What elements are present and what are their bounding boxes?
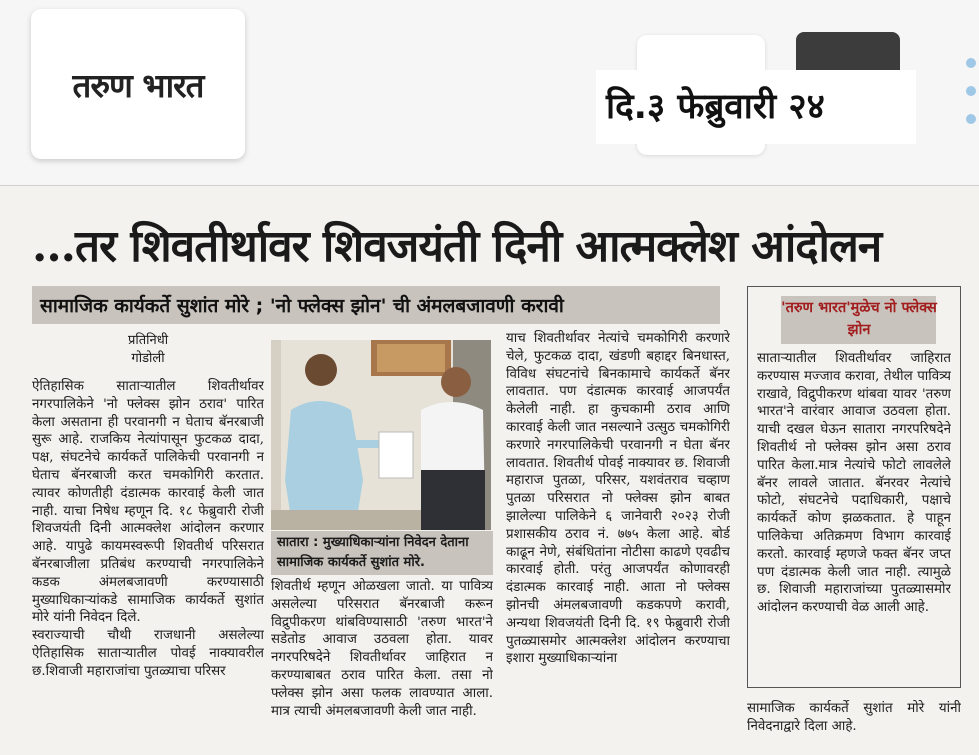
photo-caption: सातारा : मुख्याधिकाऱ्यांना निवेदन देताना सामाजिक कार्यकर्ते सुशांत मोरे. [271,531,493,575]
newspaper-logo-text: तरुण भारत [72,65,204,105]
issue-date: दि.३ फेब्रुवारी २४ [606,87,825,127]
photo-illustration [271,340,491,530]
article-column-1: ऐतिहासिक साताऱ्यातील शिवतीर्थावर नगरपालिकेने 'नो फ्लेक्स झोन ठराव' पारित केला असताना ही परवानगी न घेताच बॅनरबाजी सुरू आहे. राजकिय नेत्यांपासून फुटकळ दादा, पक्ष, संघटनेचे कार्यकर्ते पालिकेची परवानगी न घेताच बॅनरबाजी करत चमकोगिरी करतात. त्यावर कोणतीही दंडात्मक कारवाई केली जात नाही. याचा निषेध म्हणून दि. १८ फेब्रुवारी रोजी शिवजयंती दिनी आत्मक्लेश आंदोलन करणार आहे. यापुढे कायमस्वरूपी शिवतीर्थ परिसरात बॅनरबाजीला प्रतिबंध करण्याची नगरपालिकेने कडक अंमलबजावणी करण्यासाठी मुख्याधिकाऱ्यांकडे सामाजिक कार्यकर्ते सुशांत मोरे यांनी निवेदन दिले. स्वराज्याची चौथी राजधानी असलेल्या ऐतिहासिक साताऱ्यातील पोवई नाक्यावरील छ.शिवाजी महाराजांचा पुतळ्याचा परिसर [32,379,264,679]
newspaper-logo-card[interactable] [31,9,245,159]
article-headline: ...तर शिवतीर्थावर शिवजयंती दिनी आत्मक्लेश आंदोलन [32,221,882,272]
subheadline-text: सामाजिक कार्यकर्ते सुशांत मोरे ; 'नो फ्लेक्स झोन' ची अंमलबजावणी करावी [40,295,564,317]
article-column-4-bottom: सामाजिक कार्यकर्ते सुशांत मोरे यांनी निवेदनाद्वारे दिला आहे. [747,701,961,734]
sidebar-title: 'तरुण भारत'मुळेच नो फ्लेक्स झोन [781,300,937,338]
sidebar-body: साताऱ्यातील शिवतीर्थावर जाहिरात करण्यास मज्जाव करावा, तेथील पावित्र्य राखावे, विद्रुपीकरण थांबवा यावर 'तरुण भारत'ने वारंवार आवाज उठवला होता. याची दखल घेऊन सातारा नगरपरिषदेने शिवतीर्थ नो फ्लेक्स झोन असा ठराव पारित केला.मात्र नेत्यांचे फोटो लावलेले बॅनर लावले जातात. बॅनरवर नेत्यांचे फोटो, संघटनेचे पदाधिकारी, पक्षाचे कार्यकर्ते कोण झळकतात. हे पाहून पालिकेचा अतिक्रमण विभाग कारवाई करतो. कारवाई म्हणजे फक्त बॅनर जप्त पण दंडात्मक केली जात नाही. त्यामुळे छ. शिवाजी महाराजांच्या पुतळ्यासमोर आंदोलन करण्याची वेळ आली आहे. [757,351,951,616]
edge-dots-icon [966,58,979,128]
article-column-3: याच शिवतीर्थावर नेत्यांचे चमकोगिरी करणारे चेले, फुटकळ दादा, खंडणी बहाद्दर बिनधास्त, विविध संघटनांचे बिनकामाचे कार्यकर्ते बॅनर लावतात. पण दंडात्मक कारवाई आजपर्यंत केलेली नाही. हा कुचकामी ठराव आणि कारवाई केली जात नसल्याने उत्सुठ चमकोगिरी करणारे नगरपालिकेची परवानगी न घेता बॅनर लावतात. शिवतीर्थ पोवई नाक्यावर छ. शिवाजी महाराज पुतळा, परिसर, यशवंतराव चव्हाण पुतळा परिसरात नो फ्लेक्स झोन बाबत झालेल्या पालिकेने ६ जानेवारी २०२३ रोजी प्रशासकीय ठराव नं. ७७५ केला आहे. बोर्ड काढून नेणे, संबंधितांना नोटीसा काढणे एवढीच कारवाई होती. परंतु आजपर्यंत कोणावरही दंडात्मक कारवाई नाही. आता नो फ्लेक्स झोनची अंमलबजावणी कडकपणे करावी, अन्यथा शिवजयंती दिनी दि. १९ फेब्रुवारी रोजी पुतळ्यासमोर आत्मक्लेश आंदोलन करण्याचा इशारा मुख्याधिकाऱ्यांना [506,331,730,667]
byline-place: गोडोली [131,351,165,366]
article-subheadline [32,286,720,324]
byline [32,332,264,368]
article-photo[interactable] [271,340,491,530]
byline-role: प्रतिनिधी [127,333,169,348]
article-column-2: शिवतीर्थ म्हणून ओळखला जातो. या पावित्र्य असलेल्या परिसरात बॅनरबाजी करून विद्रुपीकरण थांबविण्यासाठी 'तरुण भारत'ने सडेतोड आवाज उठवला होता. यावर नगरपरिषदेने शिवतीर्थावर जाहिरात न करण्याबाबत ठराव पारित केला. तसा नो फ्लेक्स झोन असा फलक लावण्यात आला. मात्र त्याची अंमलबजावणी केली जात नाही. [271,579,493,719]
